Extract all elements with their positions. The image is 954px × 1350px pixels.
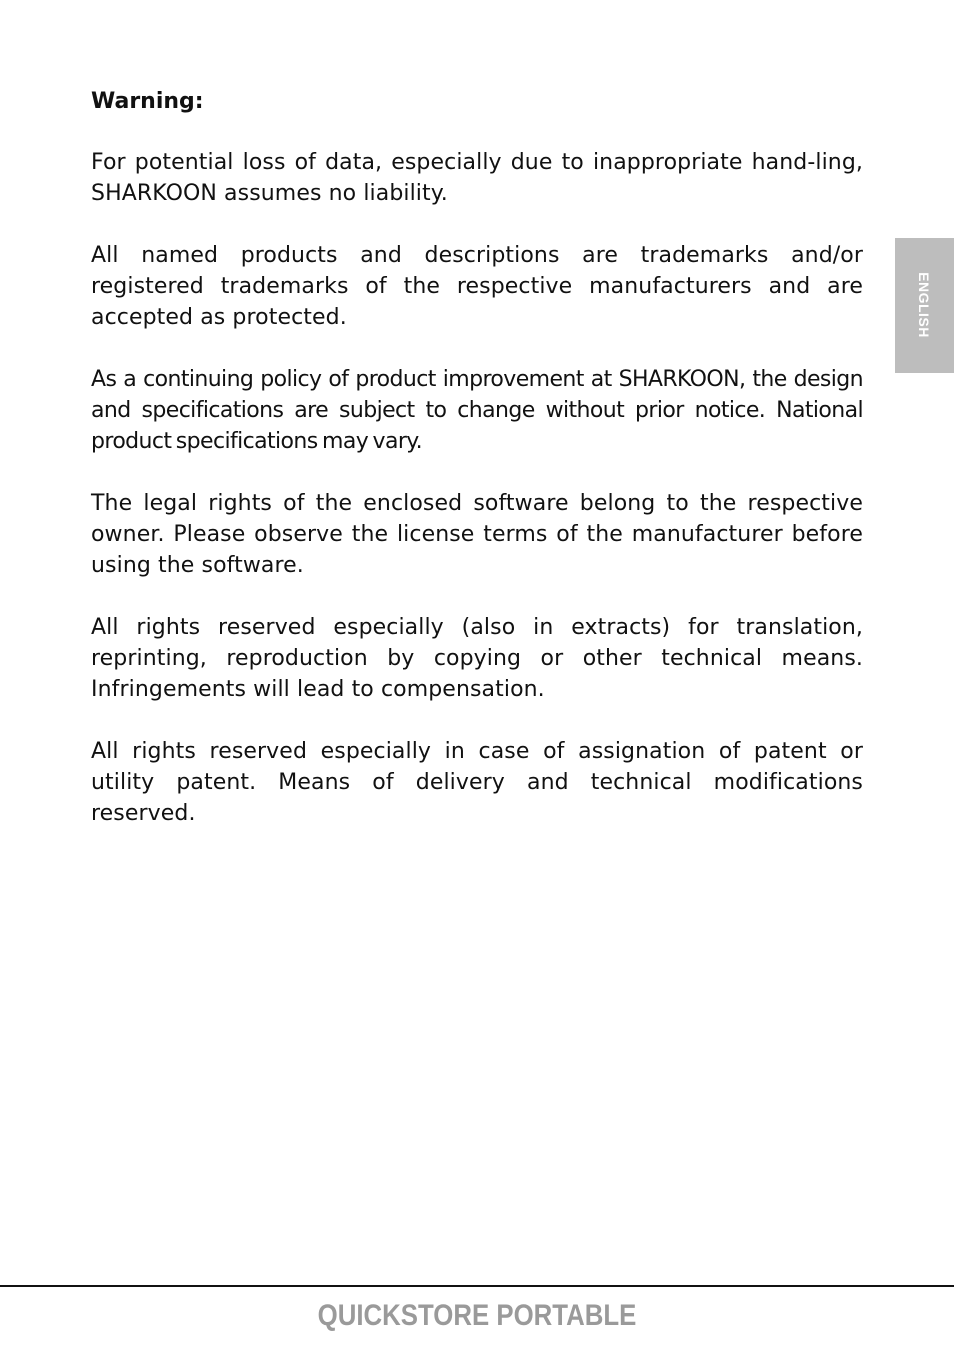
footer-product-title: QUICKSTORE PORTABLE <box>317 1299 637 1332</box>
paragraph-rights-reserved: All rights reserved especially (also in extracts) for translation, reprinting, reproduction by copying or other technical means. Infringements will lead to compensation. <box>91 615 863 702</box>
language-side-tab <box>895 238 954 373</box>
paragraph-product-policy: As a continuing policy of product improvement at SHARKOON, the design and specifications are subject to change without prior notice. National product specifications may vary. <box>91 367 863 454</box>
language-tab-label: ENGLISH <box>916 272 932 338</box>
paragraph-patent-rights: All rights reserved especially in case of assignation of patent or utility patent. Means of delivery and technical modifications reserved. <box>91 739 863 826</box>
paragraph-liability: For potential loss of data, especially due to inappropriate hand-ling, SHARKOON assumes no liability. <box>91 150 863 206</box>
warning-heading: Warning: <box>91 89 204 114</box>
footer-divider <box>0 1285 954 1287</box>
paragraph-software-rights: The legal rights of the enclosed software belong to the respective owner. Please observe the license terms of the manufacturer before using the software. <box>91 491 863 578</box>
manual-page-content <box>91 86 863 860</box>
paragraph-trademarks: All named products and descriptions are trademarks and/or registered trademarks of the respective manufacturers and are accepted as protected. <box>91 243 863 330</box>
